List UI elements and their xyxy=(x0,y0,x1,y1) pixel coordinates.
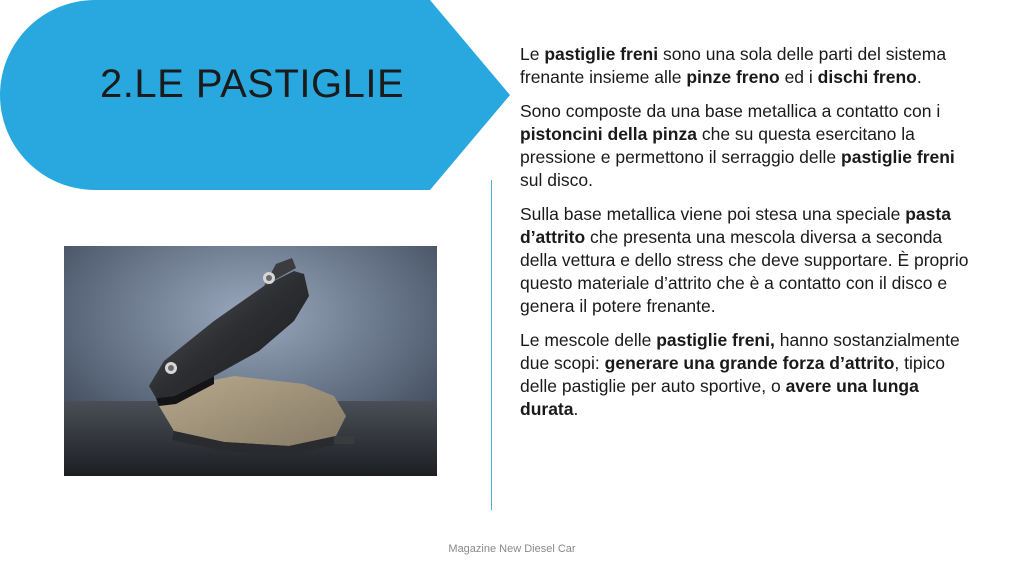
text-run-bold: avere una lunga durata xyxy=(520,376,919,419)
text-run: Le xyxy=(520,44,545,64)
text-run-bold: pastiglie freni xyxy=(544,44,659,64)
slide-title: 2.LE PASTIGLIE xyxy=(100,62,405,106)
text-run-bold: generare una grande forza d’attrito xyxy=(604,353,895,373)
text-run-bold: pistoncini della pinza xyxy=(520,124,697,144)
paragraph-2 xyxy=(520,100,970,192)
text-run-bold: pastiglie freni, xyxy=(656,330,775,350)
vertical-divider xyxy=(491,180,492,510)
text-run: . xyxy=(916,67,922,87)
text-run: ed i xyxy=(779,67,818,87)
text-run: Sono composte da una base metallica a contatto con i xyxy=(520,101,941,121)
text-run: Le mescole delle xyxy=(520,330,657,350)
paragraph-1 xyxy=(520,43,970,89)
paragraph-3 xyxy=(520,203,970,318)
text-run: hanno sostanzialmente due scopi: xyxy=(520,330,960,373)
text-run-bold: pastiglie freni xyxy=(841,147,955,167)
brake-pads-photo xyxy=(64,246,437,476)
body-text xyxy=(520,43,970,432)
text-run-bold: dischi freno xyxy=(817,67,917,87)
text-run: che presenta una mescola diversa a seconda della vettura e dello stress che deve supportare. È proprio questo materiale d’attrito che è a contatto con il disco e genera il potere frenante. xyxy=(520,227,969,316)
text-run: . xyxy=(573,399,579,419)
text-run: sul disco. xyxy=(520,170,593,190)
text-run-bold: pasta d’attrito xyxy=(520,204,951,247)
text-run: Sulla base metallica viene poi stesa una speciale xyxy=(520,204,906,224)
text-run: sono una sola delle parti del sistema frenante insieme alle xyxy=(520,44,947,87)
text-run-bold: pinze freno xyxy=(686,67,780,87)
text-run: , tipico delle pastiglie per auto sportive, o xyxy=(520,353,945,396)
text-run: che su questa esercitano la pressione e permettono il serraggio delle xyxy=(520,124,915,167)
slide-footer: Magazine New Diesel Car xyxy=(448,543,576,555)
paragraph-4 xyxy=(520,329,970,421)
